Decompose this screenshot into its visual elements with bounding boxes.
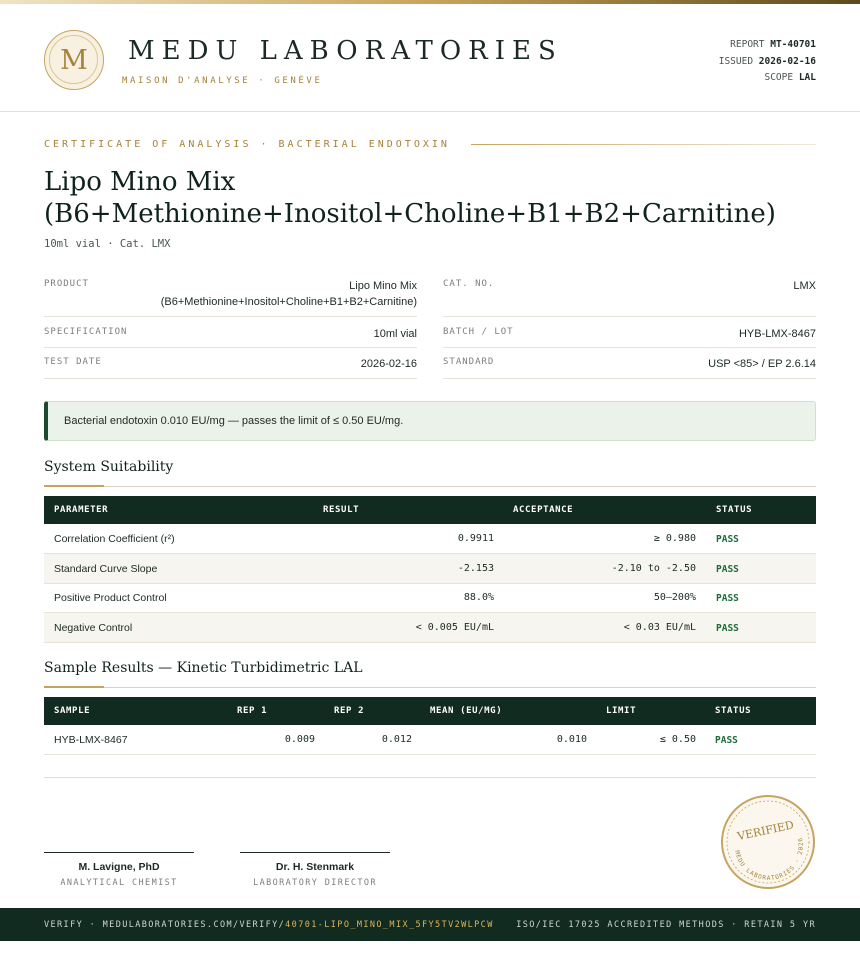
- parameter-cell: Positive Product Control: [54, 592, 167, 604]
- stamp-main-text: VERIFIED: [736, 818, 796, 844]
- signatory-name: M. Lavigne, PhD: [78, 861, 160, 873]
- report-number: MT-40701: [770, 39, 816, 50]
- lab-tagline: MAISON D'ANALYSE · GENÈVE: [122, 76, 323, 86]
- signatory-name: Dr. H. Stenmark: [275, 861, 355, 873]
- column-header: REP 1: [237, 706, 268, 716]
- acceptance-cell: ≥ 0.980: [653, 533, 696, 544]
- info-value: USP <85> / EP 2.6.14: [708, 358, 816, 370]
- parameter-cell: Standard Curve Slope: [54, 563, 158, 575]
- limit-cell: ≤ 0.50: [659, 734, 696, 745]
- result-cell: 0.9911: [457, 533, 494, 544]
- column-header: STATUS: [715, 706, 752, 716]
- signatory-role: ANALYTICAL CHEMIST: [60, 878, 178, 888]
- info-label: SPECIFICATION: [44, 327, 128, 337]
- product-formula-value: (B6+Methionine+Inositol+Choline+B1+B2+Carnitine): [160, 296, 417, 308]
- info-label: TEST DATE: [44, 357, 102, 367]
- info-label: BATCH / LOT: [443, 327, 514, 337]
- status-badge: PASS: [716, 623, 739, 634]
- scope-line: [719, 70, 816, 87]
- result-cell: -2.153: [457, 563, 494, 574]
- info-value-product: [161, 278, 417, 310]
- rep2-cell: 0.012: [381, 734, 412, 745]
- column-header: SAMPLE: [54, 706, 91, 716]
- status-badge: PASS: [715, 735, 738, 746]
- table-row: [44, 554, 816, 584]
- info-grid-left: [44, 276, 417, 379]
- verified-stamp-icon: [720, 794, 816, 890]
- sample-cell: HYB-LMX-8467: [54, 734, 128, 746]
- info-value: LMX: [793, 280, 816, 292]
- product-title-line1: Lipo Mino Mix: [44, 167, 236, 197]
- report-label: REPORT: [730, 39, 765, 50]
- eyebrow-divider: [471, 144, 816, 145]
- issued-label: ISSUED: [718, 55, 754, 67]
- info-grid-right: [443, 276, 816, 379]
- issued-date: 2026-02-16: [758, 55, 816, 67]
- verify-code-link[interactable]: 40701-LIPO_MINO_MIX_5FY5TV2WLPCW: [285, 920, 494, 930]
- report-number-line: [719, 37, 816, 54]
- stamp-ring-text: MEDU LABORATORIES · 2026: [733, 836, 805, 882]
- info-row-specification: [44, 317, 417, 348]
- info-label: PRODUCT: [44, 279, 89, 289]
- acceptance-cell: -2.10 to -2.50: [611, 563, 696, 574]
- result-cell: 88.0%: [463, 592, 494, 603]
- info-value: 2026-02-16: [360, 358, 417, 370]
- info-value: 10ml vial: [373, 328, 417, 340]
- info-row-catalog: [443, 276, 816, 317]
- report-meta: [719, 37, 816, 87]
- verify-line: [44, 920, 494, 930]
- signature-divider: [44, 777, 816, 778]
- column-header: MEAN (EU/MG): [430, 706, 503, 716]
- product-title: [44, 166, 824, 230]
- info-row-product: [44, 276, 417, 317]
- info-label: CAT. NO.: [443, 279, 495, 289]
- section-accent: [44, 485, 104, 487]
- result-banner-text: Bacterial endotoxin 0.010 EU/mg — passes the limit of ≤ 0.50 EU/mg.: [64, 415, 404, 427]
- column-header: LIMIT: [606, 706, 637, 716]
- section-divider: [44, 687, 816, 688]
- table-row: [44, 583, 816, 613]
- mean-cell: 0.010: [556, 734, 587, 745]
- parameter-cell: Correlation Coefficient (r²): [54, 533, 175, 545]
- sample-table-header: [44, 697, 816, 725]
- lab-name: MEDU LABORATORIES: [128, 36, 563, 66]
- verify-prefix: VERIFY · MEDULABORATORIES.COM/VERIFY/: [44, 920, 286, 930]
- column-header: STATUS: [716, 505, 753, 515]
- status-badge: PASS: [716, 534, 739, 545]
- table-row: [44, 524, 816, 554]
- product-name-value: Lipo Mino Mix: [349, 280, 417, 292]
- info-label: STANDARD: [443, 357, 495, 367]
- result-cell: < 0.005 EU/mL: [415, 622, 494, 633]
- table-row: [44, 613, 816, 643]
- column-header: ACCEPTANCE: [513, 505, 574, 515]
- suitability-table-header: [44, 496, 816, 524]
- signature-analytical-chemist: [44, 852, 194, 888]
- report-footer: [0, 908, 860, 941]
- info-row-test-date: [44, 348, 417, 379]
- acceptance-cell: 50–200%: [653, 592, 696, 603]
- status-badge: PASS: [716, 593, 739, 604]
- logo-letter: M: [60, 44, 88, 76]
- rep1-cell: 0.009: [284, 734, 315, 745]
- report-header: [0, 4, 860, 112]
- product-title-line2: (B6+Methionine+Inositol+Choline+B1+B2+Carnitine): [44, 199, 776, 229]
- info-value: HYB-LMX-8467: [738, 328, 816, 340]
- info-row-batch: [443, 317, 816, 348]
- status-badge: PASS: [716, 564, 739, 575]
- info-row-standard: [443, 348, 816, 379]
- section-divider: [44, 486, 816, 487]
- acceptance-cell: < 0.03 EU/mL: [623, 622, 696, 633]
- section-accent: [44, 686, 104, 688]
- section-title-system-suitability: System Suitability: [44, 459, 174, 475]
- product-subtitle: 10ml vial · Cat. LMX: [44, 238, 171, 250]
- lab-logo: [44, 30, 104, 90]
- column-header: REP 2: [334, 706, 365, 716]
- certificate-eyebrow: CERTIFICATE OF ANALYSIS · BACTERIAL ENDOTOXIN: [44, 139, 450, 150]
- parameter-cell: Negative Control: [54, 622, 133, 634]
- scope-value: LAL: [798, 72, 816, 83]
- section-title-sample-results: Sample Results — Kinetic Turbidimetric LAL: [44, 660, 363, 676]
- column-header: PARAMETER: [54, 505, 109, 515]
- result-banner: [44, 401, 816, 441]
- accreditation-note: ISO/IEC 17025 ACCREDITED METHODS · RETAIN 5 YR: [516, 920, 816, 930]
- signature-laboratory-director: [240, 852, 390, 888]
- scope-label: SCOPE: [764, 72, 794, 83]
- table-row: [44, 725, 816, 755]
- column-header: RESULT: [323, 505, 360, 515]
- issued-date-line: [719, 54, 816, 71]
- signatory-role: LABORATORY DIRECTOR: [253, 878, 377, 888]
